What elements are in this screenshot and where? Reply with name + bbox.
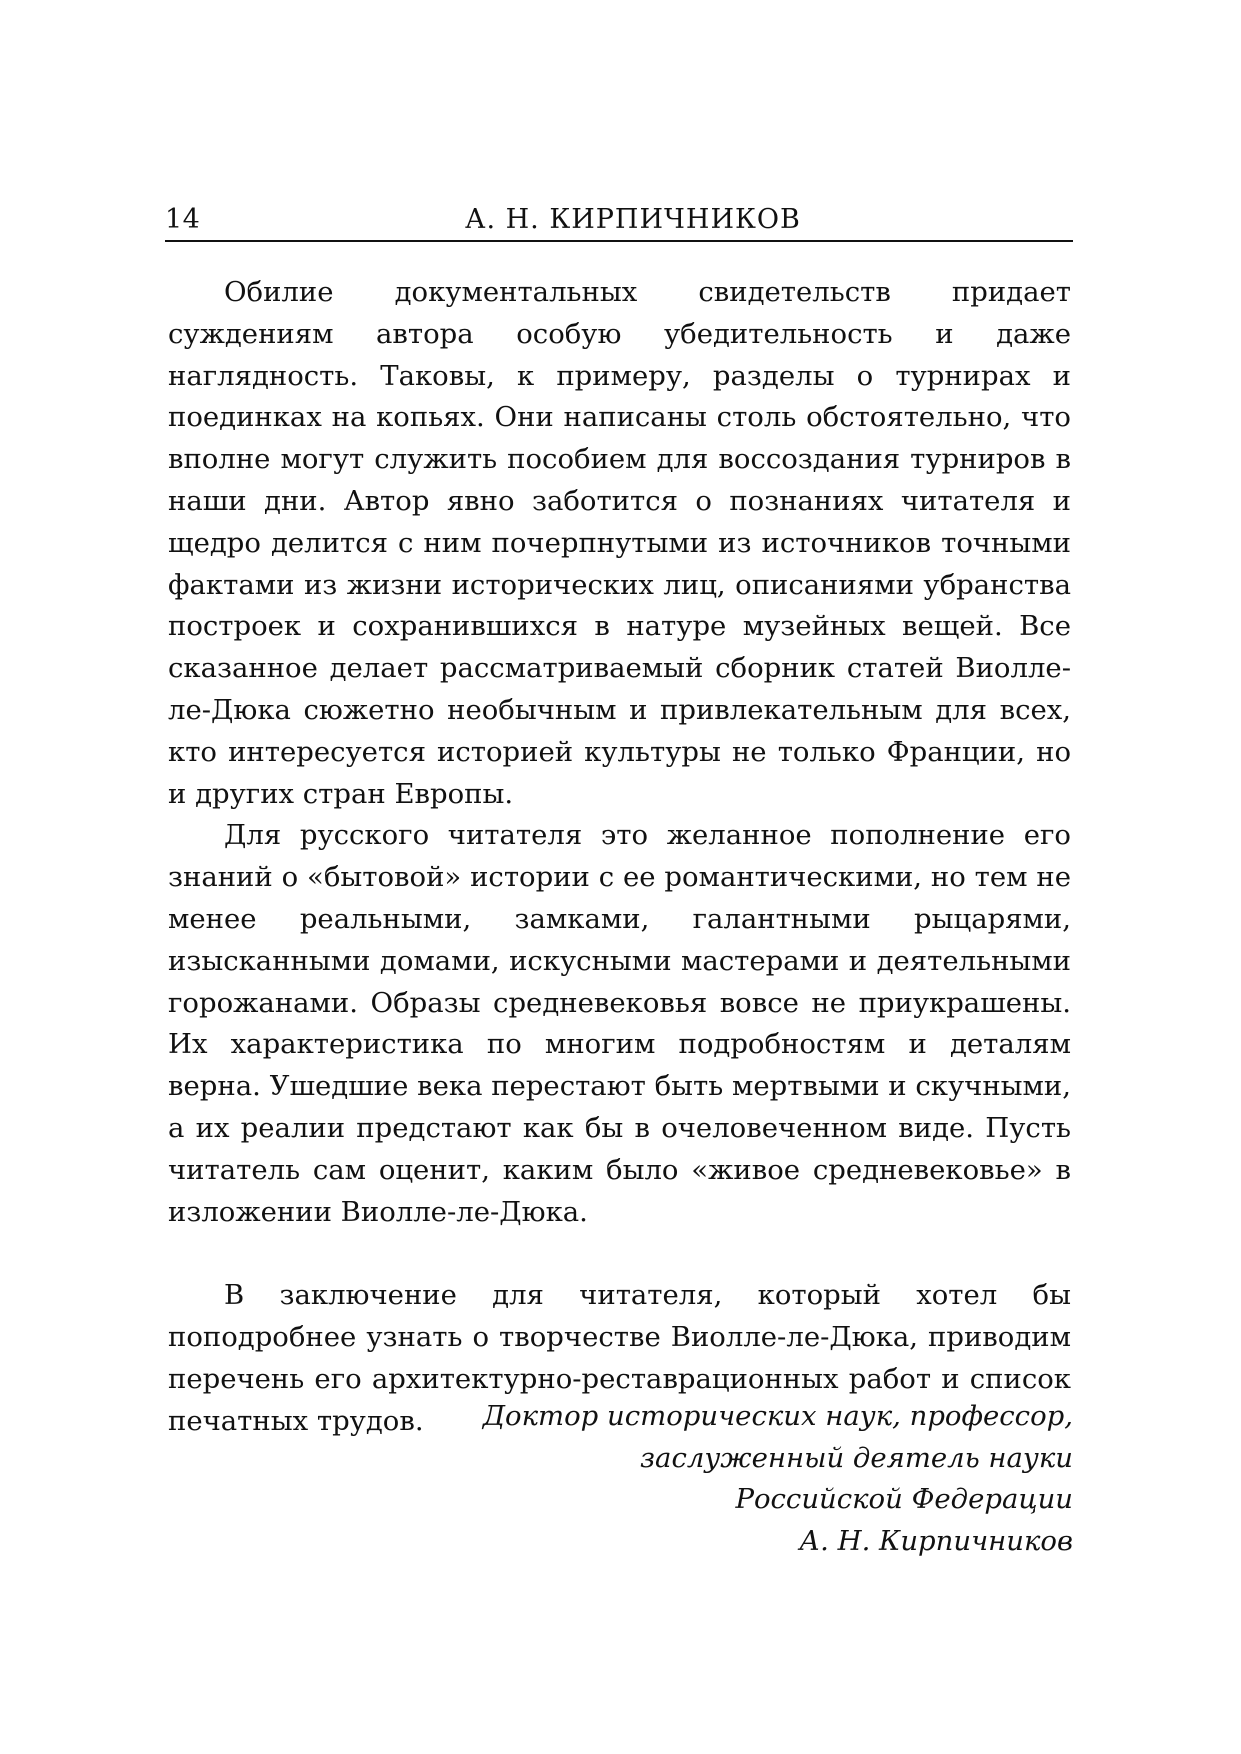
body-text [168,272,1071,1443]
running-title: А. Н. КИРПИЧНИКОВ [465,204,801,235]
header-rule [165,240,1073,242]
paragraph-2: Для русского читателя это желанное пополнение его знаний о «бытовой» истории с ее романтическими, но тем не менее реальными, замками, галантными рыцарями, изысканными домами, искусными мастерами и деятельными горожанами. Образы средневековья вовсе не приукрашены. Их характеристика по многим подробностям и деталям верна. Ушедшие века перестают быть мертвыми и скучными, а их реалии предстают как бы в очеловеченном виде. Пусть читатель сам оценит, каким было «живое средневековье» в изложении Виолле-ле-Дюка. [168,819,1071,1228]
page-number: 14 [165,204,201,235]
author-signature [483,1396,1073,1562]
paragraph-1: Обилие документальных свидетельств придает суждениям автора особую убедительность и даже наглядность. Таковы, к примеру, разделы о турнирах и поединках на копьях. Они написаны столь обстоятельно, что вполне могут служить пособием для воссоздания турниров в наши дни. Автор явно заботится о познаниях читателя и щедро делится с ним почерпнутыми из источников точными фактами из жизни исторических лиц, описаниями убранства построек и сохранившихся в натуре музейных вещей. Все сказанное делает рассматриваемый сборник статей Виолле-ле-Дюка сюжетно необычным и привлекательным для всех, кто интересуется историей культуры не только Франции, но и других стран Европы. [168,276,1071,810]
paragraph-3: В заключение для читателя, который хотел бы поподробнее узнать о творчестве Виолле-ле-Дюка, приводим перечень его архитектурно-реставрационных работ и список печатных трудов. [168,1279,1071,1437]
running-head [165,202,1073,242]
signature-degree: Доктор исторических наук, профессор, [482,1400,1073,1432]
signature-name: А. Н. Кирпичников [799,1524,1073,1557]
signature-country: Российской Федерации [735,1483,1073,1515]
signature-title: заслуженный деятель науки [640,1441,1073,1474]
